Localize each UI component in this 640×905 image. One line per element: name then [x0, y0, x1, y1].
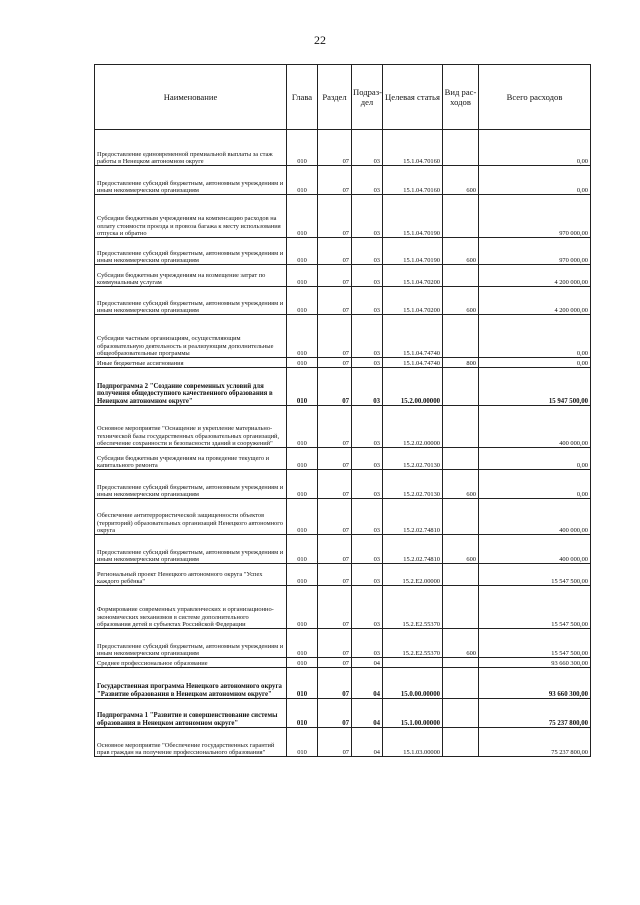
row-chapter-cell: 010	[287, 728, 318, 757]
row-section-cell: 07	[318, 658, 352, 668]
row-chapter-cell: 010	[287, 265, 318, 287]
row-section-cell: 07	[318, 368, 352, 406]
table-row	[95, 499, 591, 535]
table-row	[95, 586, 591, 629]
column-header-type: Вид рас-ходов	[443, 65, 479, 130]
row-type-cell: 600	[443, 629, 479, 658]
row-total-cell: 970 000,00	[479, 238, 591, 265]
row-section-cell: 07	[318, 668, 352, 699]
row-chapter-cell: 010	[287, 195, 318, 238]
table-row	[95, 287, 591, 315]
row-section-cell: 07	[318, 470, 352, 499]
row-name-cell: Субсидии бюджетным учреждениям на проведение текущего и капитального ремонта	[95, 448, 287, 470]
row-name-cell: Подпрограмма 1 "Развитие и совершенствование системы образования в Ненецком автономном округе"	[95, 699, 287, 728]
row-section-cell: 07	[318, 358, 352, 368]
row-target-cell: 15.1.04.74740	[383, 358, 443, 368]
row-chapter-cell: 010	[287, 238, 318, 265]
row-chapter-cell: 010	[287, 668, 318, 699]
row-target-cell	[383, 658, 443, 668]
row-chapter-cell: 010	[287, 406, 318, 448]
row-type-cell	[443, 728, 479, 757]
row-section-cell: 07	[318, 586, 352, 629]
budget-table	[94, 64, 591, 757]
row-section-cell: 07	[318, 629, 352, 658]
row-subsection-cell: 03	[352, 406, 383, 448]
row-name-cell: Государственная программа Ненецкого автономного округа "Развитие образования в Ненецком автономном округе"	[95, 668, 287, 699]
row-type-cell: 800	[443, 358, 479, 368]
row-target-cell: 15.1.03.00000	[383, 728, 443, 757]
row-section-cell: 07	[318, 238, 352, 265]
row-total-cell: 15 947 500,00	[479, 368, 591, 406]
row-total-cell: 0,00	[479, 315, 591, 358]
row-subsection-cell: 04	[352, 728, 383, 757]
row-section-cell: 07	[318, 195, 352, 238]
row-section-cell: 07	[318, 564, 352, 586]
row-name-cell: Предоставление субсидий бюджетным, автономным учреждениям и иным некоммерческим организациям	[95, 287, 287, 315]
row-total-cell: 93 660 300,00	[479, 668, 591, 699]
row-type-cell: 600	[443, 535, 479, 564]
column-header-subsection: Подраз-дел	[352, 65, 383, 130]
row-subsection-cell: 03	[352, 470, 383, 499]
row-subsection-cell: 03	[352, 287, 383, 315]
row-target-cell: 15.2.E2.55370	[383, 629, 443, 658]
row-section-cell: 07	[318, 166, 352, 195]
table-row	[95, 238, 591, 265]
row-target-cell: 15.2.02.00000	[383, 406, 443, 448]
row-type-cell	[443, 265, 479, 287]
row-target-cell: 15.1.04.70160	[383, 130, 443, 166]
row-target-cell: 15.2.E2.00000	[383, 564, 443, 586]
row-target-cell: 15.1.04.70190	[383, 195, 443, 238]
row-subsection-cell: 03	[352, 629, 383, 658]
row-chapter-cell: 010	[287, 166, 318, 195]
row-subsection-cell: 03	[352, 586, 383, 629]
column-header-total: Всего расходов	[479, 65, 591, 130]
row-target-cell: 15.2.02.74810	[383, 535, 443, 564]
row-type-cell: 600	[443, 166, 479, 195]
column-header-name: Наименование	[95, 65, 287, 130]
row-total-cell: 0,00	[479, 166, 591, 195]
row-subsection-cell: 03	[352, 195, 383, 238]
column-header-chapter: Глава	[287, 65, 318, 130]
table-body	[95, 130, 591, 757]
row-chapter-cell: 010	[287, 658, 318, 668]
row-chapter-cell: 010	[287, 287, 318, 315]
row-name-cell: Предоставление субсидий бюджетным, автономным учреждениям и иным некоммерческим организациям	[95, 535, 287, 564]
table-row	[95, 358, 591, 368]
row-total-cell: 93 660 300,00	[479, 658, 591, 668]
row-subsection-cell: 03	[352, 499, 383, 535]
row-name-cell: Субсидии бюджетным учреждениям на возмещение затрат по коммунальным услугам	[95, 265, 287, 287]
row-type-cell	[443, 195, 479, 238]
row-section-cell: 07	[318, 728, 352, 757]
row-target-cell: 15.1.04.70200	[383, 287, 443, 315]
row-name-cell: Основное мероприятие "Обеспечение государственных гарантий прав граждан на получение профессионального образования"	[95, 728, 287, 757]
table-row	[95, 699, 591, 728]
table-row	[95, 265, 591, 287]
row-type-cell	[443, 668, 479, 699]
row-total-cell: 970 000,00	[479, 195, 591, 238]
row-name-cell: Субсидии частным организациям, осуществляющим образовательную деятельность и реализующим дополнительные общеобразовательные программы	[95, 315, 287, 358]
row-name-cell: Иные бюджетные ассигнования	[95, 358, 287, 368]
row-type-cell	[443, 499, 479, 535]
row-type-cell	[443, 406, 479, 448]
row-name-cell: Предоставление субсидий бюджетным, автономным учреждениям и иным некоммерческим организациям	[95, 238, 287, 265]
table-row	[95, 406, 591, 448]
row-target-cell: 15.1.04.70190	[383, 238, 443, 265]
row-name-cell: Субсидии бюджетным учреждениям на компенсацию расходов на оплату стоимости проезда и провоза багажа к месту использования отпуска и обратно	[95, 195, 287, 238]
row-type-cell: 600	[443, 470, 479, 499]
table-row	[95, 166, 591, 195]
row-total-cell: 15 547 500,00	[479, 629, 591, 658]
row-target-cell: 15.2.02.70130	[383, 470, 443, 499]
row-chapter-cell: 010	[287, 130, 318, 166]
row-total-cell: 0,00	[479, 448, 591, 470]
table-row	[95, 470, 591, 499]
table-row	[95, 368, 591, 406]
row-name-cell: Подпрограмма 2 "Создание современных условий для получения общедоступного качественного образования в Ненецком автономном округе"	[95, 368, 287, 406]
table-row	[95, 448, 591, 470]
row-type-cell	[443, 564, 479, 586]
row-name-cell: Предоставление субсидий бюджетным, автономным учреждениям и иным некоммерческим организациям	[95, 166, 287, 195]
row-chapter-cell: 010	[287, 315, 318, 358]
row-name-cell: Предоставление субсидий бюджетным, автономным учреждениям и иным некоммерческим организациям	[95, 629, 287, 658]
row-type-cell: 600	[443, 238, 479, 265]
row-subsection-cell: 03	[352, 368, 383, 406]
row-total-cell: 75 237 800,00	[479, 699, 591, 728]
table-row	[95, 564, 591, 586]
row-target-cell: 15.1.04.70160	[383, 166, 443, 195]
row-total-cell: 400 000,00	[479, 499, 591, 535]
row-chapter-cell: 010	[287, 448, 318, 470]
row-type-cell	[443, 586, 479, 629]
row-section-cell: 07	[318, 130, 352, 166]
row-type-cell	[443, 448, 479, 470]
row-subsection-cell: 04	[352, 668, 383, 699]
table-row	[95, 315, 591, 358]
row-total-cell: 400 000,00	[479, 406, 591, 448]
row-section-cell: 07	[318, 535, 352, 564]
page-number: 22	[314, 33, 326, 47]
row-total-cell: 75 237 800,00	[479, 728, 591, 757]
row-type-cell	[443, 699, 479, 728]
row-name-cell: Обеспечение антитеррористической защищенности объектов (территорий) образовательных организаций Ненецкого автономного округа	[95, 499, 287, 535]
table-header-row	[95, 65, 591, 130]
table-row	[95, 130, 591, 166]
row-type-cell: 600	[443, 287, 479, 315]
row-total-cell: 0,00	[479, 470, 591, 499]
row-name-cell: Среднее профессиональное образование	[95, 658, 287, 668]
row-name-cell: Предоставление единовременной премиальной выплаты за стаж работы в Ненецком автономном округе	[95, 130, 287, 166]
row-target-cell: 15.2.00.00000	[383, 368, 443, 406]
row-type-cell	[443, 368, 479, 406]
row-subsection-cell: 03	[352, 358, 383, 368]
row-subsection-cell: 04	[352, 658, 383, 668]
row-target-cell: 15.0.00.00000	[383, 668, 443, 699]
row-name-cell: Формирование современных управленческих и организационно-экономических механизмов в системе дополнительного образования детей в субъектах Российской Федерации	[95, 586, 287, 629]
table-row	[95, 629, 591, 658]
row-subsection-cell: 03	[352, 166, 383, 195]
row-chapter-cell: 010	[287, 586, 318, 629]
row-chapter-cell: 010	[287, 535, 318, 564]
row-chapter-cell: 010	[287, 499, 318, 535]
row-total-cell: 0,00	[479, 130, 591, 166]
row-type-cell	[443, 315, 479, 358]
row-chapter-cell: 010	[287, 564, 318, 586]
row-name-cell: Основное мероприятие "Оснащение и укрепление материально-технической базы государственных образовательных организаций, обеспечение сохранности и безопасности зданий и сооружений"	[95, 406, 287, 448]
row-section-cell: 07	[318, 265, 352, 287]
row-total-cell: 15 547 500,00	[479, 586, 591, 629]
column-header-target: Целевая статья	[383, 65, 443, 130]
row-chapter-cell: 010	[287, 470, 318, 499]
row-section-cell: 07	[318, 406, 352, 448]
row-type-cell	[443, 130, 479, 166]
row-section-cell: 07	[318, 448, 352, 470]
row-target-cell: 15.1.00.00000	[383, 699, 443, 728]
table-row	[95, 195, 591, 238]
row-subsection-cell: 03	[352, 238, 383, 265]
row-type-cell	[443, 658, 479, 668]
row-chapter-cell: 010	[287, 629, 318, 658]
row-chapter-cell: 010	[287, 368, 318, 406]
row-chapter-cell: 010	[287, 699, 318, 728]
row-section-cell: 07	[318, 315, 352, 358]
row-target-cell: 15.2.E2.55370	[383, 586, 443, 629]
table-row	[95, 728, 591, 757]
row-subsection-cell: 03	[352, 564, 383, 586]
row-target-cell: 15.1.04.74740	[383, 315, 443, 358]
row-section-cell: 07	[318, 499, 352, 535]
row-total-cell: 15 547 500,00	[479, 564, 591, 586]
row-subsection-cell: 03	[352, 535, 383, 564]
table-row	[95, 658, 591, 668]
row-subsection-cell: 04	[352, 699, 383, 728]
column-header-section: Раздел	[318, 65, 352, 130]
row-section-cell: 07	[318, 287, 352, 315]
table-row	[95, 668, 591, 699]
row-subsection-cell: 03	[352, 315, 383, 358]
row-subsection-cell: 03	[352, 448, 383, 470]
row-name-cell: Предоставление субсидий бюджетным, автономным учреждениям и иным некоммерческим организациям	[95, 470, 287, 499]
row-subsection-cell: 03	[352, 265, 383, 287]
row-total-cell: 0,00	[479, 358, 591, 368]
table-row	[95, 535, 591, 564]
row-chapter-cell: 010	[287, 358, 318, 368]
row-subsection-cell: 03	[352, 130, 383, 166]
row-name-cell: Региональный проект Ненецкого автономного округа "Успех каждого ребёнка"	[95, 564, 287, 586]
row-total-cell: 4 200 000,00	[479, 287, 591, 315]
row-section-cell: 07	[318, 699, 352, 728]
row-target-cell: 15.1.04.70200	[383, 265, 443, 287]
row-target-cell: 15.2.02.70130	[383, 448, 443, 470]
row-total-cell: 400 000,00	[479, 535, 591, 564]
row-target-cell: 15.2.02.74810	[383, 499, 443, 535]
row-total-cell: 4 200 000,00	[479, 265, 591, 287]
